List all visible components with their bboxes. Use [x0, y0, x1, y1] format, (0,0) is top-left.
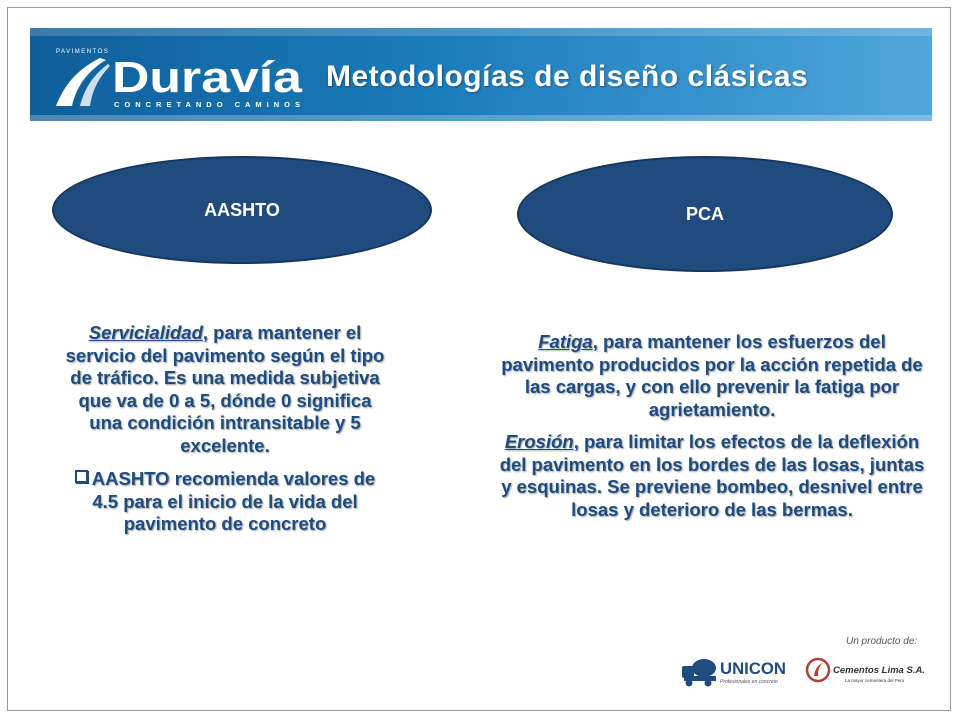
cementos-tagline: La mayor cementera del Perú [845, 678, 905, 683]
mixer-truck-icon [682, 659, 716, 687]
criterion-fatiga: Fatiga [538, 331, 593, 352]
brand-tagline: CONCRETANDO CAMINOS [114, 100, 300, 109]
aashto-description [60, 322, 390, 536]
erosion-text: , para limitar los efectos de la deflexión del pavimento en los bordes de las losas, juntas y esquinas. Se previene bombeo, desnivel entre losas y deterioro de las bermas. [499, 431, 925, 520]
method-ellipse-pca [517, 156, 893, 272]
producto-label: Un producto de: [846, 636, 918, 647]
criterion-erosion: Erosión [504, 431, 574, 452]
road-icon [56, 58, 106, 106]
aashto-paragraph [60, 322, 390, 457]
cementos-emblem-icon [807, 659, 829, 681]
cementos-name: Cementos Lima S.A. [833, 665, 925, 675]
page-title: Metodologías de diseño clásicas [326, 60, 809, 93]
header-banner [30, 28, 932, 121]
fatiga-text: , para mantener los esfuerzos del pavimento producidos por la acción repetida de las cargas, y con ello prevenir la fatiga por agrietamiento. [501, 331, 923, 420]
method-ellipse-aashto [52, 156, 432, 264]
duravia-logo [50, 46, 308, 114]
square-bullet-icon [75, 470, 88, 483]
brand-name: Duravía [112, 53, 303, 102]
unicon-tagline: Profesionales en concreto [720, 679, 778, 685]
brand-small-text: PAVIMENTOS [56, 49, 110, 55]
aashto-bullet-text: AASHTO recomienda valores de 4.5 para el inicio de la vida del pavimento de concreto [91, 468, 376, 534]
aashto-bullet [60, 468, 390, 536]
pca-description [494, 331, 930, 521]
method-label-pca: PCA [685, 203, 724, 224]
cementos-lima-logo [805, 652, 930, 692]
criterion-servicialidad: Servicialidad [88, 322, 203, 343]
servicialidad-text: , para mantener el servicio del pavimento según el tipo de tráfico. Es una medida subjetiva que va de 0 a 5, dónde 0 significa una condición intransitable y 5 excelente. [65, 322, 385, 456]
pca-paragraph-erosion [494, 431, 930, 521]
unicon-name: UNICON [720, 659, 786, 678]
unicon-logo [680, 652, 790, 692]
pca-paragraph-fatiga [494, 331, 930, 421]
method-label-aashto: AASHTO [204, 199, 280, 220]
